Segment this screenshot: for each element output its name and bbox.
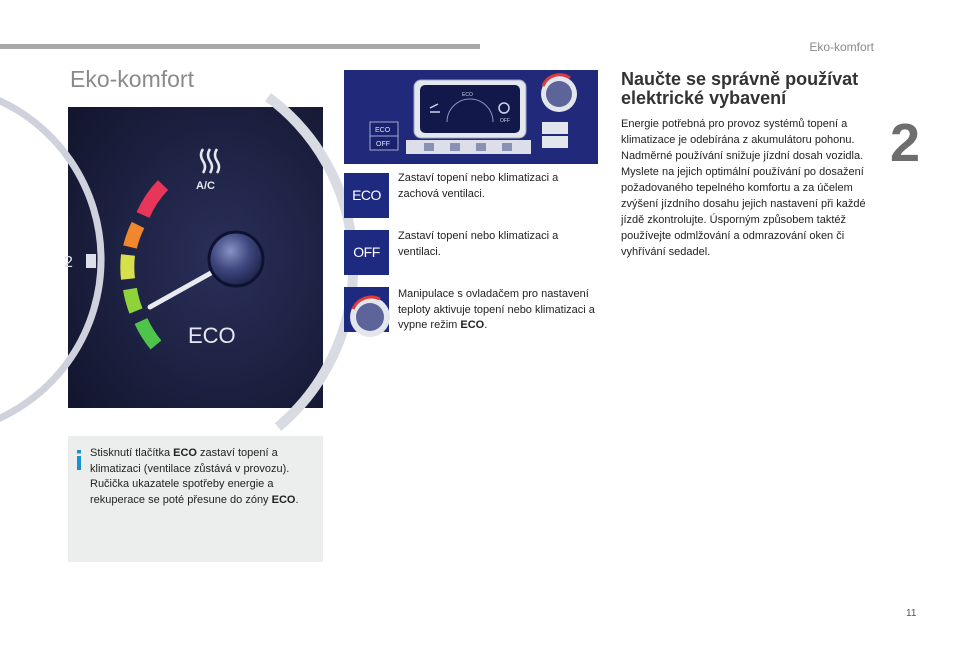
temperature-dial-tile — [344, 287, 389, 332]
eco-gauge-illustration — [64, 107, 323, 408]
section-title: Eko-komfort — [70, 66, 194, 92]
svg-text:OFF: OFF — [500, 118, 510, 124]
temperature-dial-description: Manipulace s ovladačem pro nastavení teploty aktivuje topení nebo klimatizaci a vypne režim ECO. — [398, 288, 595, 331]
info-text: Stisknutí tlačítka ECO zastaví topení a klimatizaci (ventilace zůstává v provozu). Ručička ukazatele spotřeby energie a rekuperace se poté přesune do zóny ECO. — [90, 447, 299, 506]
page-number: 11 — [906, 608, 917, 619]
running-header: Eko-komfort — [809, 40, 874, 54]
off-button-tile: OFF — [344, 230, 389, 275]
advice-body: Energie potřebná pro provoz systémů topení a klimatizace je odebírána z akumulátoru pohonu. Nadměrné používání snižuje jízdní dosah vozidla. Myslete na jejich optimální používání po dosažení požadovaného tepelného komfortu a za účelem zvýšení jízdního dosahu jejich nastavení při každé jízdě zkontrolujte. Úsporným způsobem taktéž používejte odmlžování a odmrazování oken či vyhřívání sedadel. — [621, 118, 866, 258]
advice-heading: Naučte se správně používat elektrické vybavení — [621, 69, 859, 108]
side-glyph: 2 — [64, 254, 73, 271]
svg-text:OFF: OFF — [376, 141, 390, 148]
climate-control-panel-illustration — [344, 70, 598, 164]
eco-zone-label: ECO — [188, 323, 236, 348]
header-rule — [0, 44, 480, 49]
chapter-number: 2 — [890, 113, 921, 173]
info-icon — [74, 450, 84, 470]
info-box — [68, 436, 323, 562]
ac-label: A/C — [196, 180, 215, 192]
off-button-description: Zastaví topení nebo klimatizaci a ventilaci. — [398, 230, 559, 258]
svg-text:ECO: ECO — [375, 127, 391, 134]
svg-text:ECO: ECO — [462, 92, 473, 98]
eco-button-description: Zastaví topení nebo klimatizaci a zachová ventilaci. — [398, 172, 559, 200]
eco-button-tile: ECO — [344, 173, 389, 218]
